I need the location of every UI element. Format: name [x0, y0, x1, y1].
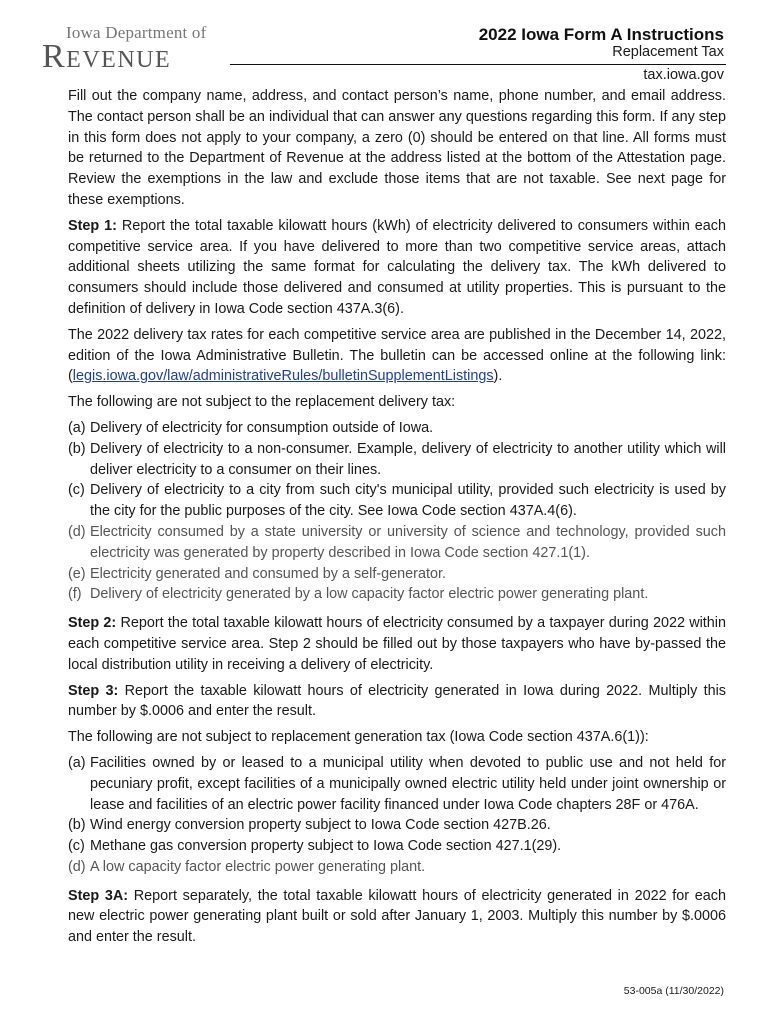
- list-marker: (c): [68, 482, 85, 499]
- list-text: Electricity generated and consumed by a self-generator.: [90, 565, 446, 582]
- list-text: Wind energy conversion property subject to Iowa Code section 427B.26.: [90, 817, 551, 834]
- list-item: [68, 584, 726, 605]
- step1-paragraph: [68, 216, 726, 320]
- page-title: 2022 Iowa Form A Instructions: [478, 25, 724, 44]
- list-item: [68, 836, 726, 857]
- generation-exemption-list: [68, 753, 726, 878]
- list-text: Electricity consumed by a state university or university of science and technology, provided such electricity was generated by property described in Iowa Code section 427.1(1).: [90, 523, 726, 561]
- list-marker: (c): [68, 838, 85, 855]
- list-item: [68, 857, 726, 878]
- list-text: Delivery of electricity to a city from such city's municipal utility, provided such electricity is used by the city for the public purposes of the city. See Iowa Code section 437A.4(6).: [90, 482, 726, 520]
- logo-line1: Iowa Department of: [66, 23, 207, 42]
- list-text: Delivery of electricity to a non-consumer. Example, delivery of electricity to another utility which will deliver electricity to a consumer on their lines.: [90, 440, 726, 478]
- step3-text: Report the taxable kilowatt hours of electricity generated in Iowa during 2022. Multiply this number by $.0006 and enter the result.: [68, 682, 727, 720]
- list-text: Facilities owned by or leased to a municipal utility when devoted to public use and not held for pecuniary profit, except facilities of a municipally owned electric utility held under joint ownership or lease and facilities of an electric power facility financed under Iowa Code chapters 28F or 476A.: [90, 754, 726, 813]
- step1-label: Step 1:: [68, 217, 117, 234]
- instructions-body: [68, 86, 726, 953]
- rates-text: The 2022 delivery tax rates for each competitive service area are published in the December 14, 2022, edition of the Iowa Administrative Bulletin. The bulletin can be accessed online at the following link: (: [68, 326, 726, 385]
- header-divider: [230, 64, 726, 65]
- iowa-revenue-logo: [42, 23, 207, 75]
- page-subtitle: Replacement Tax: [612, 44, 724, 60]
- delivery-exemption-list: [68, 418, 726, 605]
- list-marker: (f): [68, 586, 82, 603]
- list-text: Delivery of electricity generated by a low capacity factor electric power generating plant.: [90, 586, 649, 603]
- list-item: [68, 480, 726, 522]
- list-text: A low capacity factor electric power generating plant.: [90, 858, 426, 875]
- list-marker: (b): [68, 440, 86, 457]
- list-item: [68, 815, 726, 836]
- list-text: Methane gas conversion property subject to Iowa Code section 427.1(29).: [90, 838, 562, 855]
- rates-paragraph: [68, 325, 726, 387]
- step3a-label: Step 3A:: [68, 887, 129, 904]
- list-marker: (a): [68, 419, 86, 436]
- step2-paragraph: [68, 613, 726, 675]
- header-url: tax.iowa.gov: [643, 67, 724, 83]
- step3a-paragraph: [68, 886, 726, 948]
- list-item: [68, 753, 726, 815]
- generation-exempt-intro: The following are not subject to replacement generation tax (Iowa Code section 437A.6(1)):: [68, 729, 649, 746]
- list-marker: (d): [68, 523, 86, 540]
- list-marker: (d): [68, 858, 86, 875]
- list-item: [68, 418, 726, 439]
- delivery-exempt-intro: The following are not subject to the replacement delivery tax:: [68, 394, 456, 411]
- step3-paragraph: [68, 681, 726, 723]
- step1-text: Report the total taxable kilowatt hours (kWh) of electricity delivered to consumers within each competitive service area. If you have delivered to more than two competitive service areas, attach additional sheets utilizing the same format for calculating the delivery tax. The kWh delivered to consumers should include those delivered and consumed at utility properties. This is pursuant to the definition of delivery in Iowa Code section 437A.3(6).: [68, 217, 726, 317]
- list-text: Delivery of electricity for consumption outside of Iowa.: [90, 419, 434, 436]
- logo-line2: Revenue: [42, 38, 172, 75]
- list-marker: (b): [68, 817, 86, 834]
- rates-text-end: ).: [493, 368, 503, 385]
- list-marker: (e): [68, 565, 86, 582]
- intro-paragraph: Fill out the company name, address, and contact person’s name, phone number, and email address. The contact person shall be an individual that can answer any questions regarding this form. If any step in this form does not apply to your company, a zero (0) should be entered on that line. All forms must be returned to the Department of Revenue at the address listed at the bottom of the Attestation page. Review the exemptions in the law and exclude those items that are not taxable. See next page for these exemptions.: [68, 88, 726, 208]
- list-item: [68, 439, 726, 481]
- list-item: [68, 522, 726, 564]
- step2-text: Report the total taxable kilowatt hours of electricity consumed by a taxpayer during 2022 within each competitive service area. Step 2 should be filled out by those taxpayers who have by-passed the local distribution utility in receiving a delivery of electricity.: [68, 615, 726, 673]
- step3-label: Step 3:: [68, 682, 119, 699]
- list-item: [68, 564, 726, 585]
- step2-label: Step 2:: [68, 615, 117, 632]
- form-number: 53-005a (11/30/2022): [623, 985, 724, 997]
- list-marker: (a): [68, 754, 86, 771]
- bulletin-link[interactable]: legis.iowa.gov/law/administrativeRules/bulletinSupplementListings: [72, 368, 494, 385]
- step3a-text: Report separately, the total taxable kilowatt hours of electricity generated in 2022 for each new electric power generating plant built or sold after January 1, 2003. Multiply this number by $.0006 and enter the result.: [68, 887, 726, 946]
